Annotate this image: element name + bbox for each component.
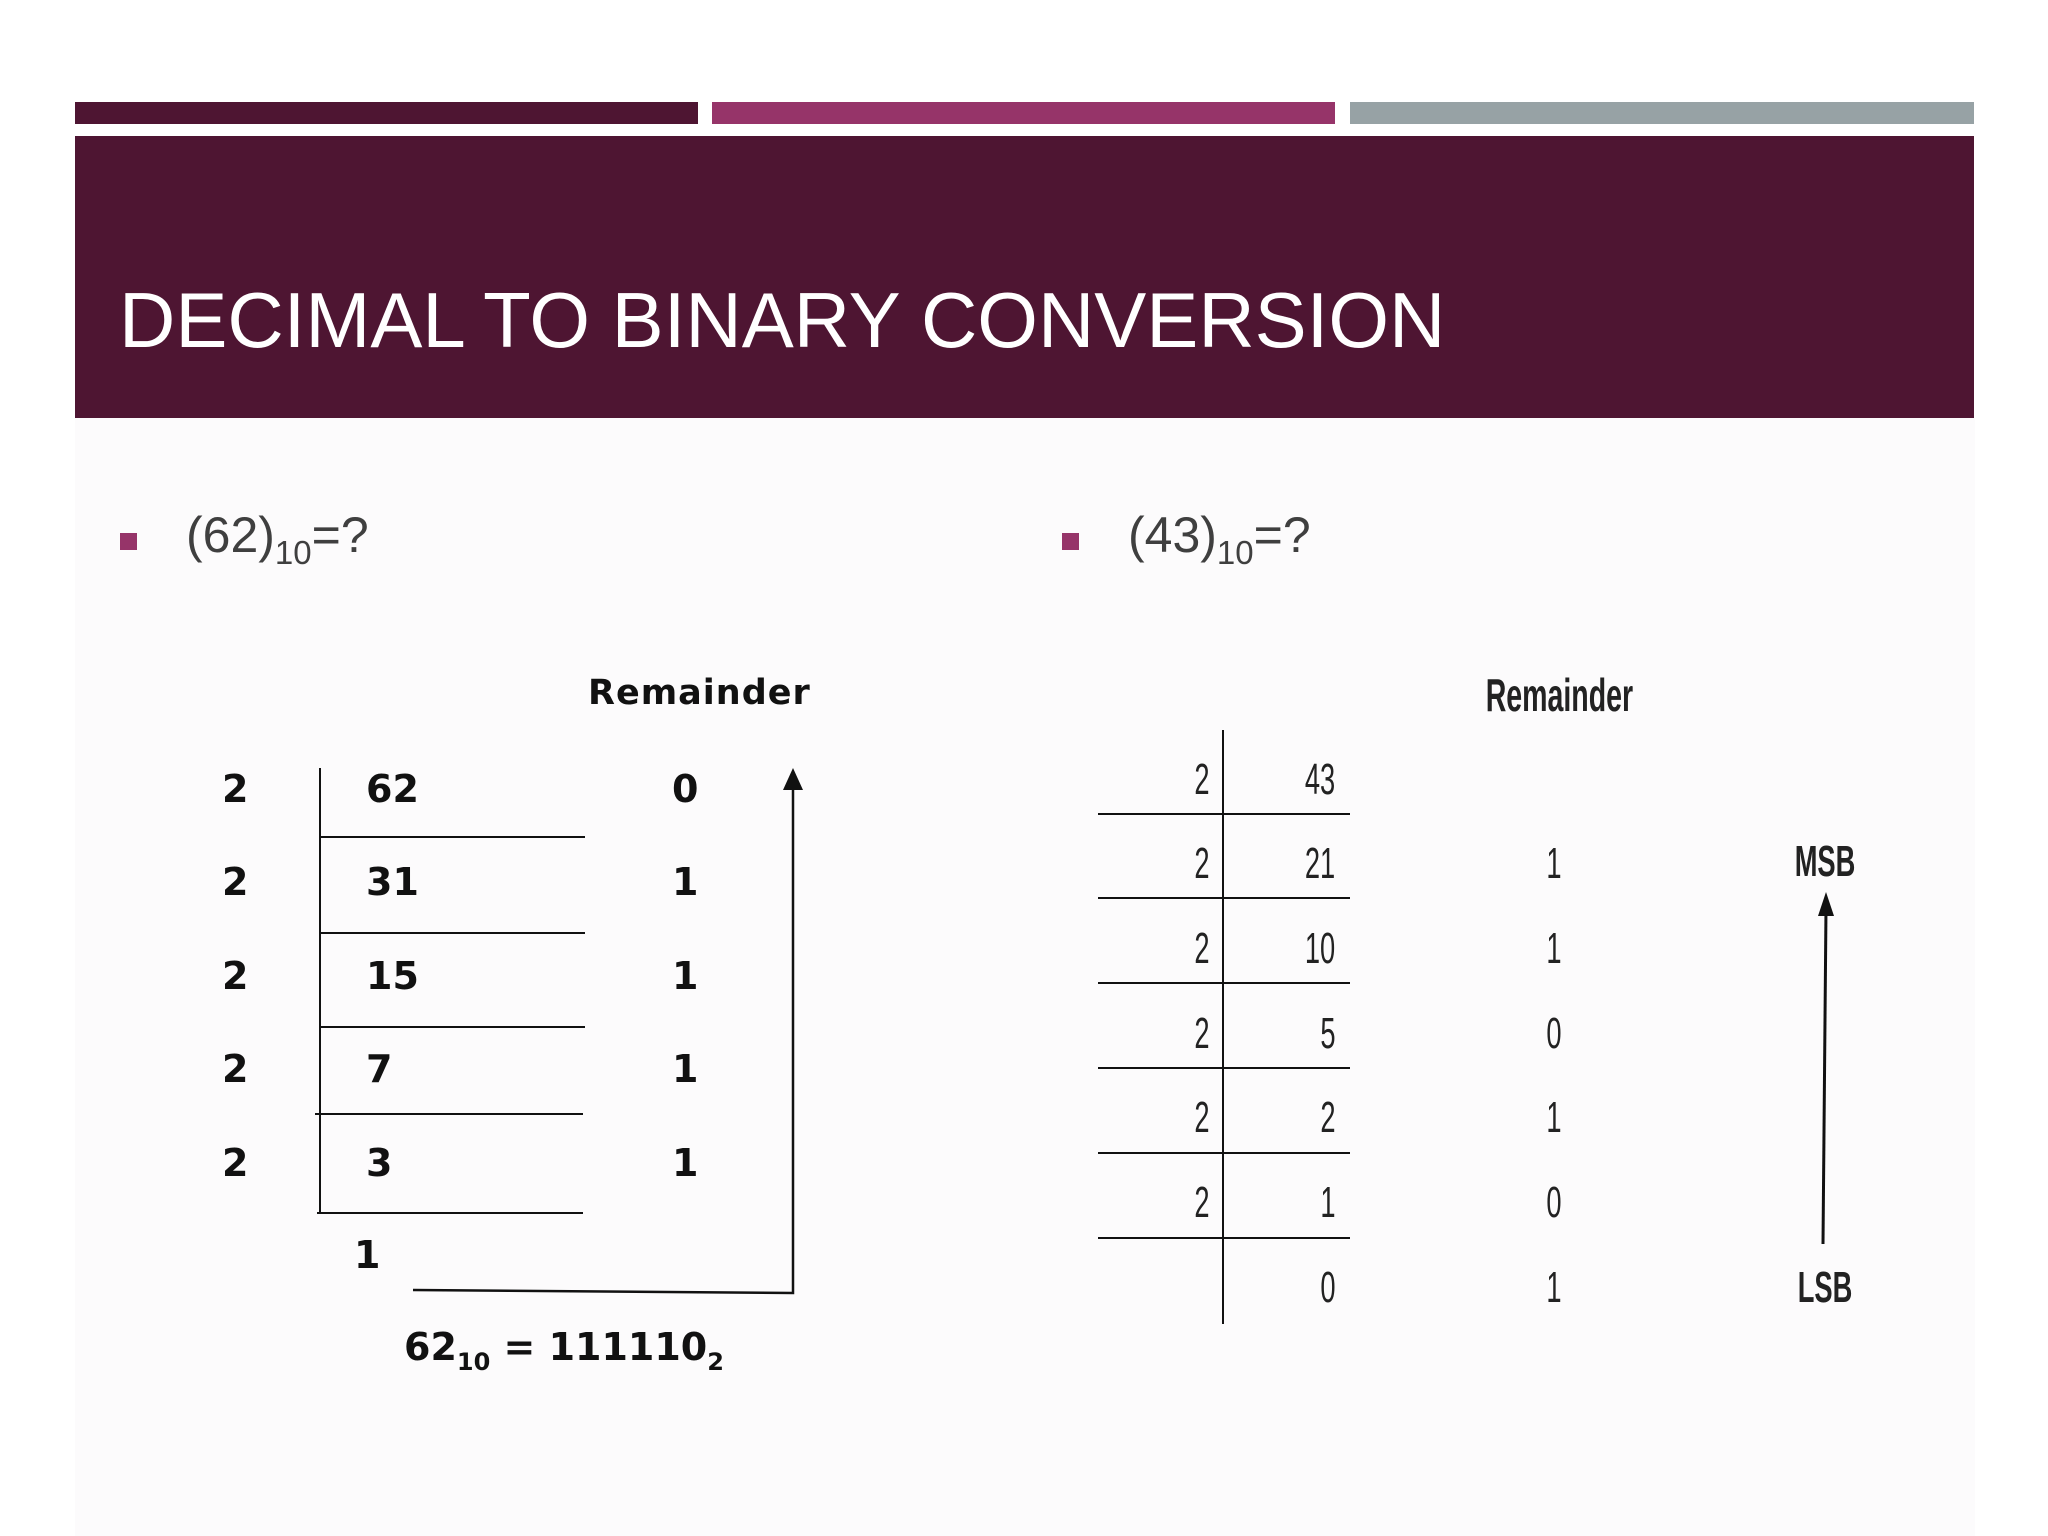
remainder-header: Remainder — [588, 673, 811, 713]
dividend-cell: 2 — [1320, 1093, 1336, 1142]
divisor-cell: 2 — [222, 767, 249, 811]
divisor-cell: 2 — [222, 954, 249, 998]
divisor-cell: 2 — [222, 1141, 249, 1185]
remainder-cell: 1 — [1546, 1093, 1562, 1142]
divisor-cell: 2 — [222, 860, 249, 904]
divisor-cell: 2 — [1194, 924, 1210, 973]
divisor-cell: 2 — [1194, 839, 1210, 888]
remainder-cell: 0 — [672, 767, 699, 811]
dividend-cell: 15 — [366, 954, 419, 998]
remainder-cell: 0 — [1546, 1009, 1562, 1058]
result-equals: = — [490, 1325, 549, 1369]
remainder-header: Remainder — [1485, 669, 1634, 721]
bullet-base: 10 — [1216, 534, 1254, 571]
result-lhs: 62 — [404, 1325, 457, 1369]
remainder-cell: 0 — [1546, 1178, 1562, 1227]
dividend-cell: 7 — [366, 1047, 393, 1091]
dividend-cell: 0 — [1320, 1263, 1336, 1312]
bullet-suffix: =? — [1253, 507, 1311, 563]
result-rhs-base: 2 — [707, 1348, 724, 1376]
remainder-cell: 1 — [1546, 1263, 1562, 1312]
bullet-value: (43) — [1128, 507, 1217, 563]
divisor-cell: 2 — [222, 1047, 249, 1091]
dividend-cell: 62 — [366, 767, 419, 811]
remainder-cell: 1 — [672, 1141, 699, 1185]
result-rhs: 111110 — [548, 1325, 708, 1369]
divisor-cell: 2 — [1194, 1093, 1210, 1142]
dividend-cell: 10 — [1304, 924, 1336, 973]
dividend-cell: 21 — [1304, 839, 1336, 888]
final-quotient: 1 — [354, 1233, 381, 1277]
lsb-label: LSB — [1797, 1263, 1853, 1312]
bullet-suffix: =? — [311, 507, 369, 563]
dividend-cell: 5 — [1320, 1009, 1336, 1058]
result-lhs-base: 10 — [456, 1348, 491, 1376]
dividend-cell: 1 — [1320, 1178, 1336, 1227]
remainder-cell: 1 — [672, 860, 699, 904]
remainder-cell: 1 — [672, 1047, 699, 1091]
divisor-cell: 2 — [1194, 1178, 1210, 1227]
dividend-cell: 43 — [1304, 755, 1336, 804]
remainder-cell: 1 — [1546, 924, 1562, 973]
remainder-cell: 1 — [672, 954, 699, 998]
bullet-value: (62) — [186, 507, 275, 563]
bullet-base: 10 — [274, 534, 312, 571]
dividend-cell: 3 — [366, 1141, 393, 1185]
page-title: DECIMAL TO BINARY CONVERSION — [119, 276, 1446, 364]
remainder-cell: 1 — [1546, 839, 1562, 888]
msb-label: MSB — [1794, 837, 1856, 886]
dividend-cell: 31 — [366, 860, 419, 904]
divisor-cell: 2 — [1194, 755, 1210, 804]
divisor-cell: 2 — [1194, 1009, 1210, 1058]
